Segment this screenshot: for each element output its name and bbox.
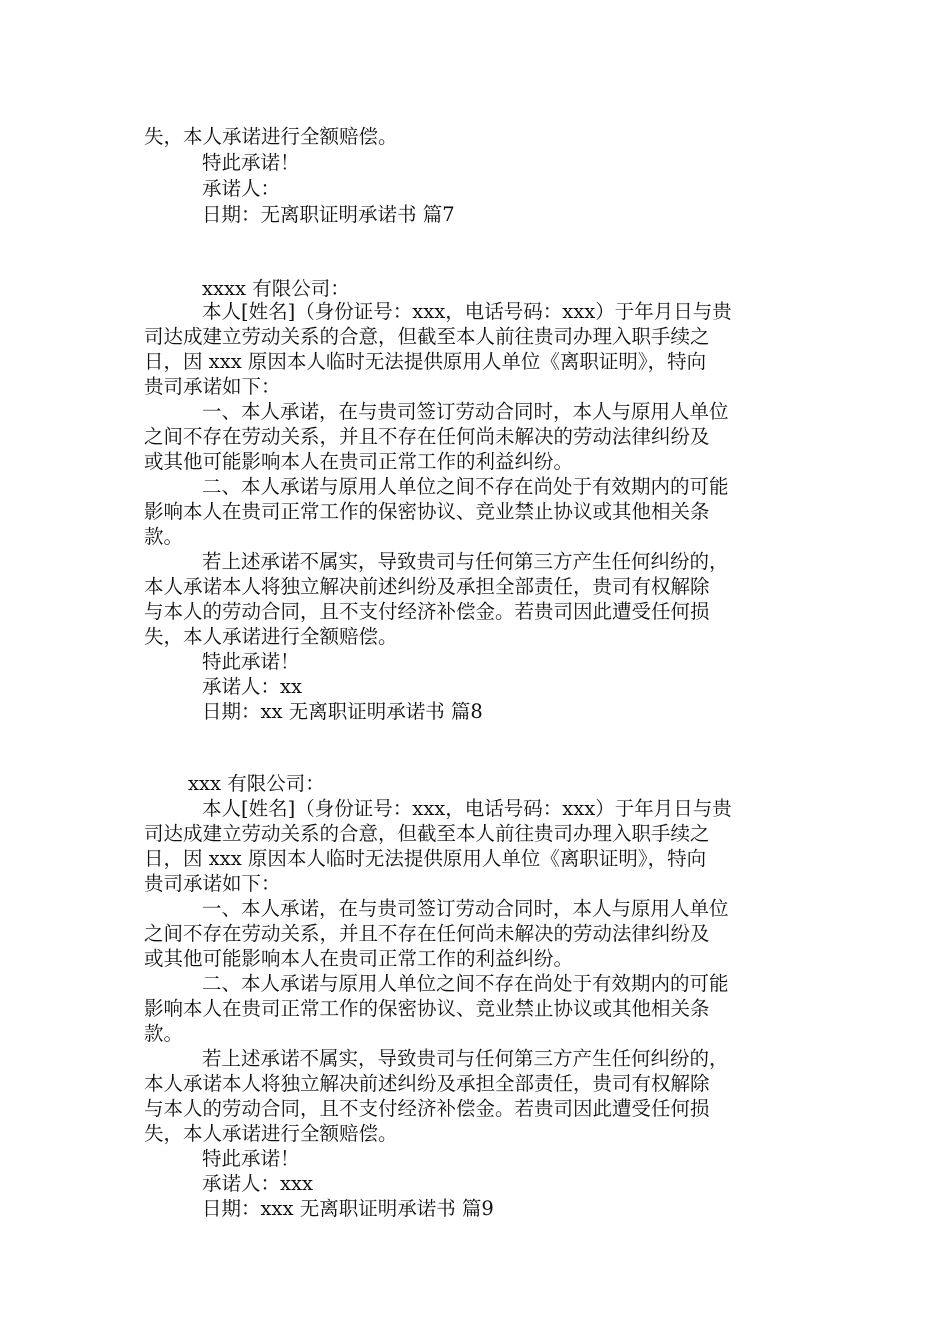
paragraph-line: 二、本人承诺与原用人单位之间不存在尚处于有效期内的可能 bbox=[202, 475, 729, 498]
paragraph-line: 日，因 xxx 原因本人临时无法提供原用人单位《离职证明》，特向 bbox=[144, 350, 707, 373]
addressee: xxxx 有限公司： bbox=[202, 277, 350, 300]
signer-line: 承诺人：xxx bbox=[202, 1172, 313, 1195]
paragraph-line: 之间不存在劳动关系，并且不存在任何尚未解决的劳动法律纠纷及 bbox=[144, 922, 710, 945]
paragraph-line: 失，本人承诺进行全额赔偿。 bbox=[144, 625, 398, 648]
paragraph-line: 若上述承诺不属实，导致贵司与任何第三方产生任何纠纷的， bbox=[202, 1047, 729, 1070]
paragraph-line: 影响本人在贵司正常工作的保密协议、竞业禁止协议或其他相关条 bbox=[144, 500, 710, 523]
paragraph-line: 失，本人承诺进行全额赔偿。 bbox=[144, 125, 398, 148]
paragraph-line: 日，因 xxx 原因本人临时无法提供原用人单位《离职证明》，特向 bbox=[144, 847, 707, 870]
closing-line: 特此承诺！ bbox=[202, 151, 300, 174]
paragraph-line: 影响本人在贵司正常工作的保密协议、竞业禁止协议或其他相关条 bbox=[144, 997, 710, 1020]
paragraph-line: 司达成建立劳动关系的合意，但截至本人前往贵司办理入职手续之 bbox=[144, 325, 710, 348]
paragraph-line: 与本人的劳动合同，且不支付经济补偿金。若贵司因此遭受任何损 bbox=[144, 1097, 710, 1120]
paragraph-line: 之间不存在劳动关系，并且不存在任何尚未解决的劳动法律纠纷及 bbox=[144, 425, 710, 448]
date-heading: 日期：xxx 无离职证明承诺书 篇9 bbox=[202, 1197, 494, 1220]
date-heading: 日期：无离职证明承诺书 篇7 bbox=[202, 203, 455, 226]
paragraph-line: 贵司承诺如下： bbox=[144, 872, 281, 895]
signer-line: 承诺人： bbox=[202, 177, 281, 200]
date-heading: 日期：xx 无离职证明承诺书 篇8 bbox=[202, 700, 483, 723]
paragraph-line: 二、本人承诺与原用人单位之间不存在尚处于有效期内的可能 bbox=[202, 972, 729, 995]
paragraph-line: 本人[姓名]（身份证号：xxx，电话号码：xxx）于年月日与贵 bbox=[202, 797, 732, 820]
closing-line: 特此承诺！ bbox=[202, 650, 300, 673]
paragraph-line: 或其他可能影响本人在贵司正常工作的利益纠纷。 bbox=[144, 450, 574, 473]
paragraph-line: 或其他可能影响本人在贵司正常工作的利益纠纷。 bbox=[144, 947, 574, 970]
paragraph-line: 司达成建立劳动关系的合意，但截至本人前往贵司办理入职手续之 bbox=[144, 822, 710, 845]
paragraph-line: 款。 bbox=[144, 525, 184, 548]
paragraph-line: 一、本人承诺，在与贵司签订劳动合同时，本人与原用人单位 bbox=[202, 897, 729, 920]
paragraph-line: 贵司承诺如下： bbox=[144, 375, 281, 398]
addressee: xxx 有限公司： bbox=[188, 772, 325, 795]
paragraph-line: 失，本人承诺进行全额赔偿。 bbox=[144, 1122, 398, 1145]
paragraph-line: 若上述承诺不属实，导致贵司与任何第三方产生任何纠纷的， bbox=[202, 550, 729, 573]
paragraph-line: 本人[姓名]（身份证号：xxx，电话号码：xxx）于年月日与贵 bbox=[202, 300, 732, 323]
closing-line: 特此承诺！ bbox=[202, 1147, 300, 1170]
signer-line: 承诺人：xx bbox=[202, 675, 302, 698]
paragraph-line: 与本人的劳动合同，且不支付经济补偿金。若贵司因此遭受任何损 bbox=[144, 600, 710, 623]
paragraph-line: 款。 bbox=[144, 1022, 184, 1045]
paragraph-line: 本人承诺本人将独立解决前述纠纷及承担全部责任，贵司有权解除 bbox=[144, 575, 710, 598]
paragraph-line: 本人承诺本人将独立解决前述纠纷及承担全部责任，贵司有权解除 bbox=[144, 1072, 710, 1095]
paragraph-line: 一、本人承诺，在与贵司签订劳动合同时，本人与原用人单位 bbox=[202, 400, 729, 423]
